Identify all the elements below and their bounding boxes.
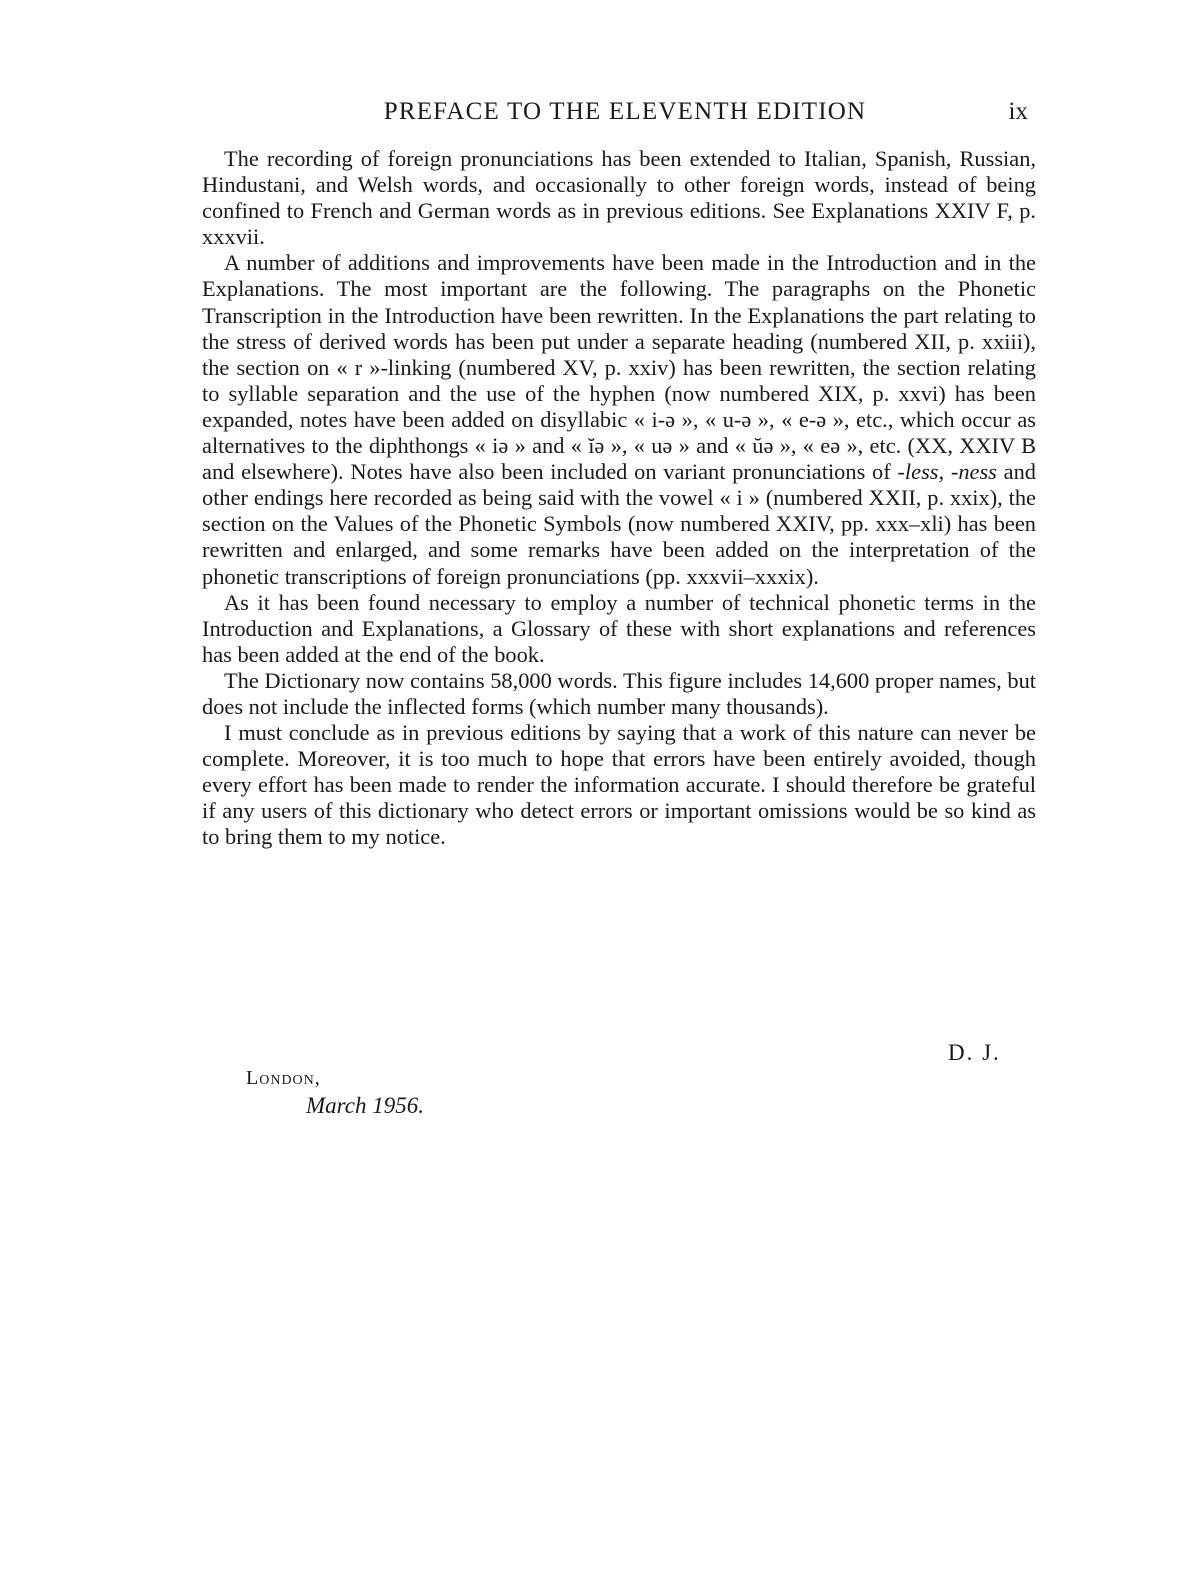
paragraph-additions-tail: and other endings here recorded as being said with the vowel « i » (numbered XXII, p. xxix), the section on the Values of the Phonetic Symbols (now numbered XXIV, pp. xxx–xli) has been rewritten and enlarged, and some remarks have been added on the interpretation of the phonetic transcriptions of foreign pronunciations (pp. xxxvii–xxxix). bbox=[202, 459, 1036, 589]
paragraph-foreign-pronunciations: The recording of foreign pronunciations has been extended to Italian, Spanish, Russian, Hindustani, and Welsh words, and occasionally to other foreign words, instead of being confined to French and German words as in previous editions. See Explanations XXIV F, p. xxxvii. bbox=[202, 146, 1036, 250]
paragraph-additions-text: A number of additions and improvements have been made in the Introduction and in the Explanations. The most important are the following. The paragraphs on the Phonetic Transcription in the Introduction have been rewritten. In the Explanations the part relating to the stress of derived words has been put under a separate heading (numbered XII, p. xxiii), the section on « r »-linking (numbered XV, p. xxiv) has been rewritten, the section relating to syllable separation and the use of the hyphen (now numbered XIX, p. xxvi) has been expanded, notes have been added on disyllabic « i-ə », « u-ə », « e-ə », etc., which occur as alternatives to the diphthongs « iə » and « ĭə », « uə » and « ŭə », « eə », etc. (XX, XXIV B and elsewhere). Notes have also been included on variant pronunciations of bbox=[202, 250, 1036, 485]
suffix-separator: , bbox=[938, 459, 951, 485]
preface-body bbox=[202, 146, 1036, 851]
running-head bbox=[222, 98, 1028, 134]
paragraph-conclusion: I must conclude as in previous editions by saying that a work of this nature can never be complete. Moreover, it is too much to hope that errors have been entirely avoided, though every effort has been made to render the information accurate. I should therefore be grateful if any users of this dictionary who detect errors or important omissions would be so kind as to bring them to my notice. bbox=[202, 720, 1036, 850]
paragraph-glossary: As it has been found necessary to employ a number of technical phonetic terms in the Introduction and Explanations, a Glossary of these with short explanations and references has been added at the end of the book. bbox=[202, 589, 1036, 667]
paragraph-word-count: The Dictionary now contains 58,000 words. This figure includes 14,600 proper names, but does not include the inflected forms (which number many thousands). bbox=[202, 667, 1036, 719]
author-initials: D. J. bbox=[948, 1040, 1001, 1065]
italic-suffix-ness: -ness bbox=[950, 459, 997, 485]
place-line: London, bbox=[246, 1067, 321, 1089]
date-line: March 1956. bbox=[306, 1093, 424, 1118]
italic-suffix-less: -less bbox=[897, 459, 939, 485]
paragraph-additions-improvements bbox=[202, 250, 1036, 589]
running-title: PREFACE TO THE ELEVENTH EDITION bbox=[383, 98, 867, 125]
page-number: ix bbox=[1008, 98, 1028, 125]
